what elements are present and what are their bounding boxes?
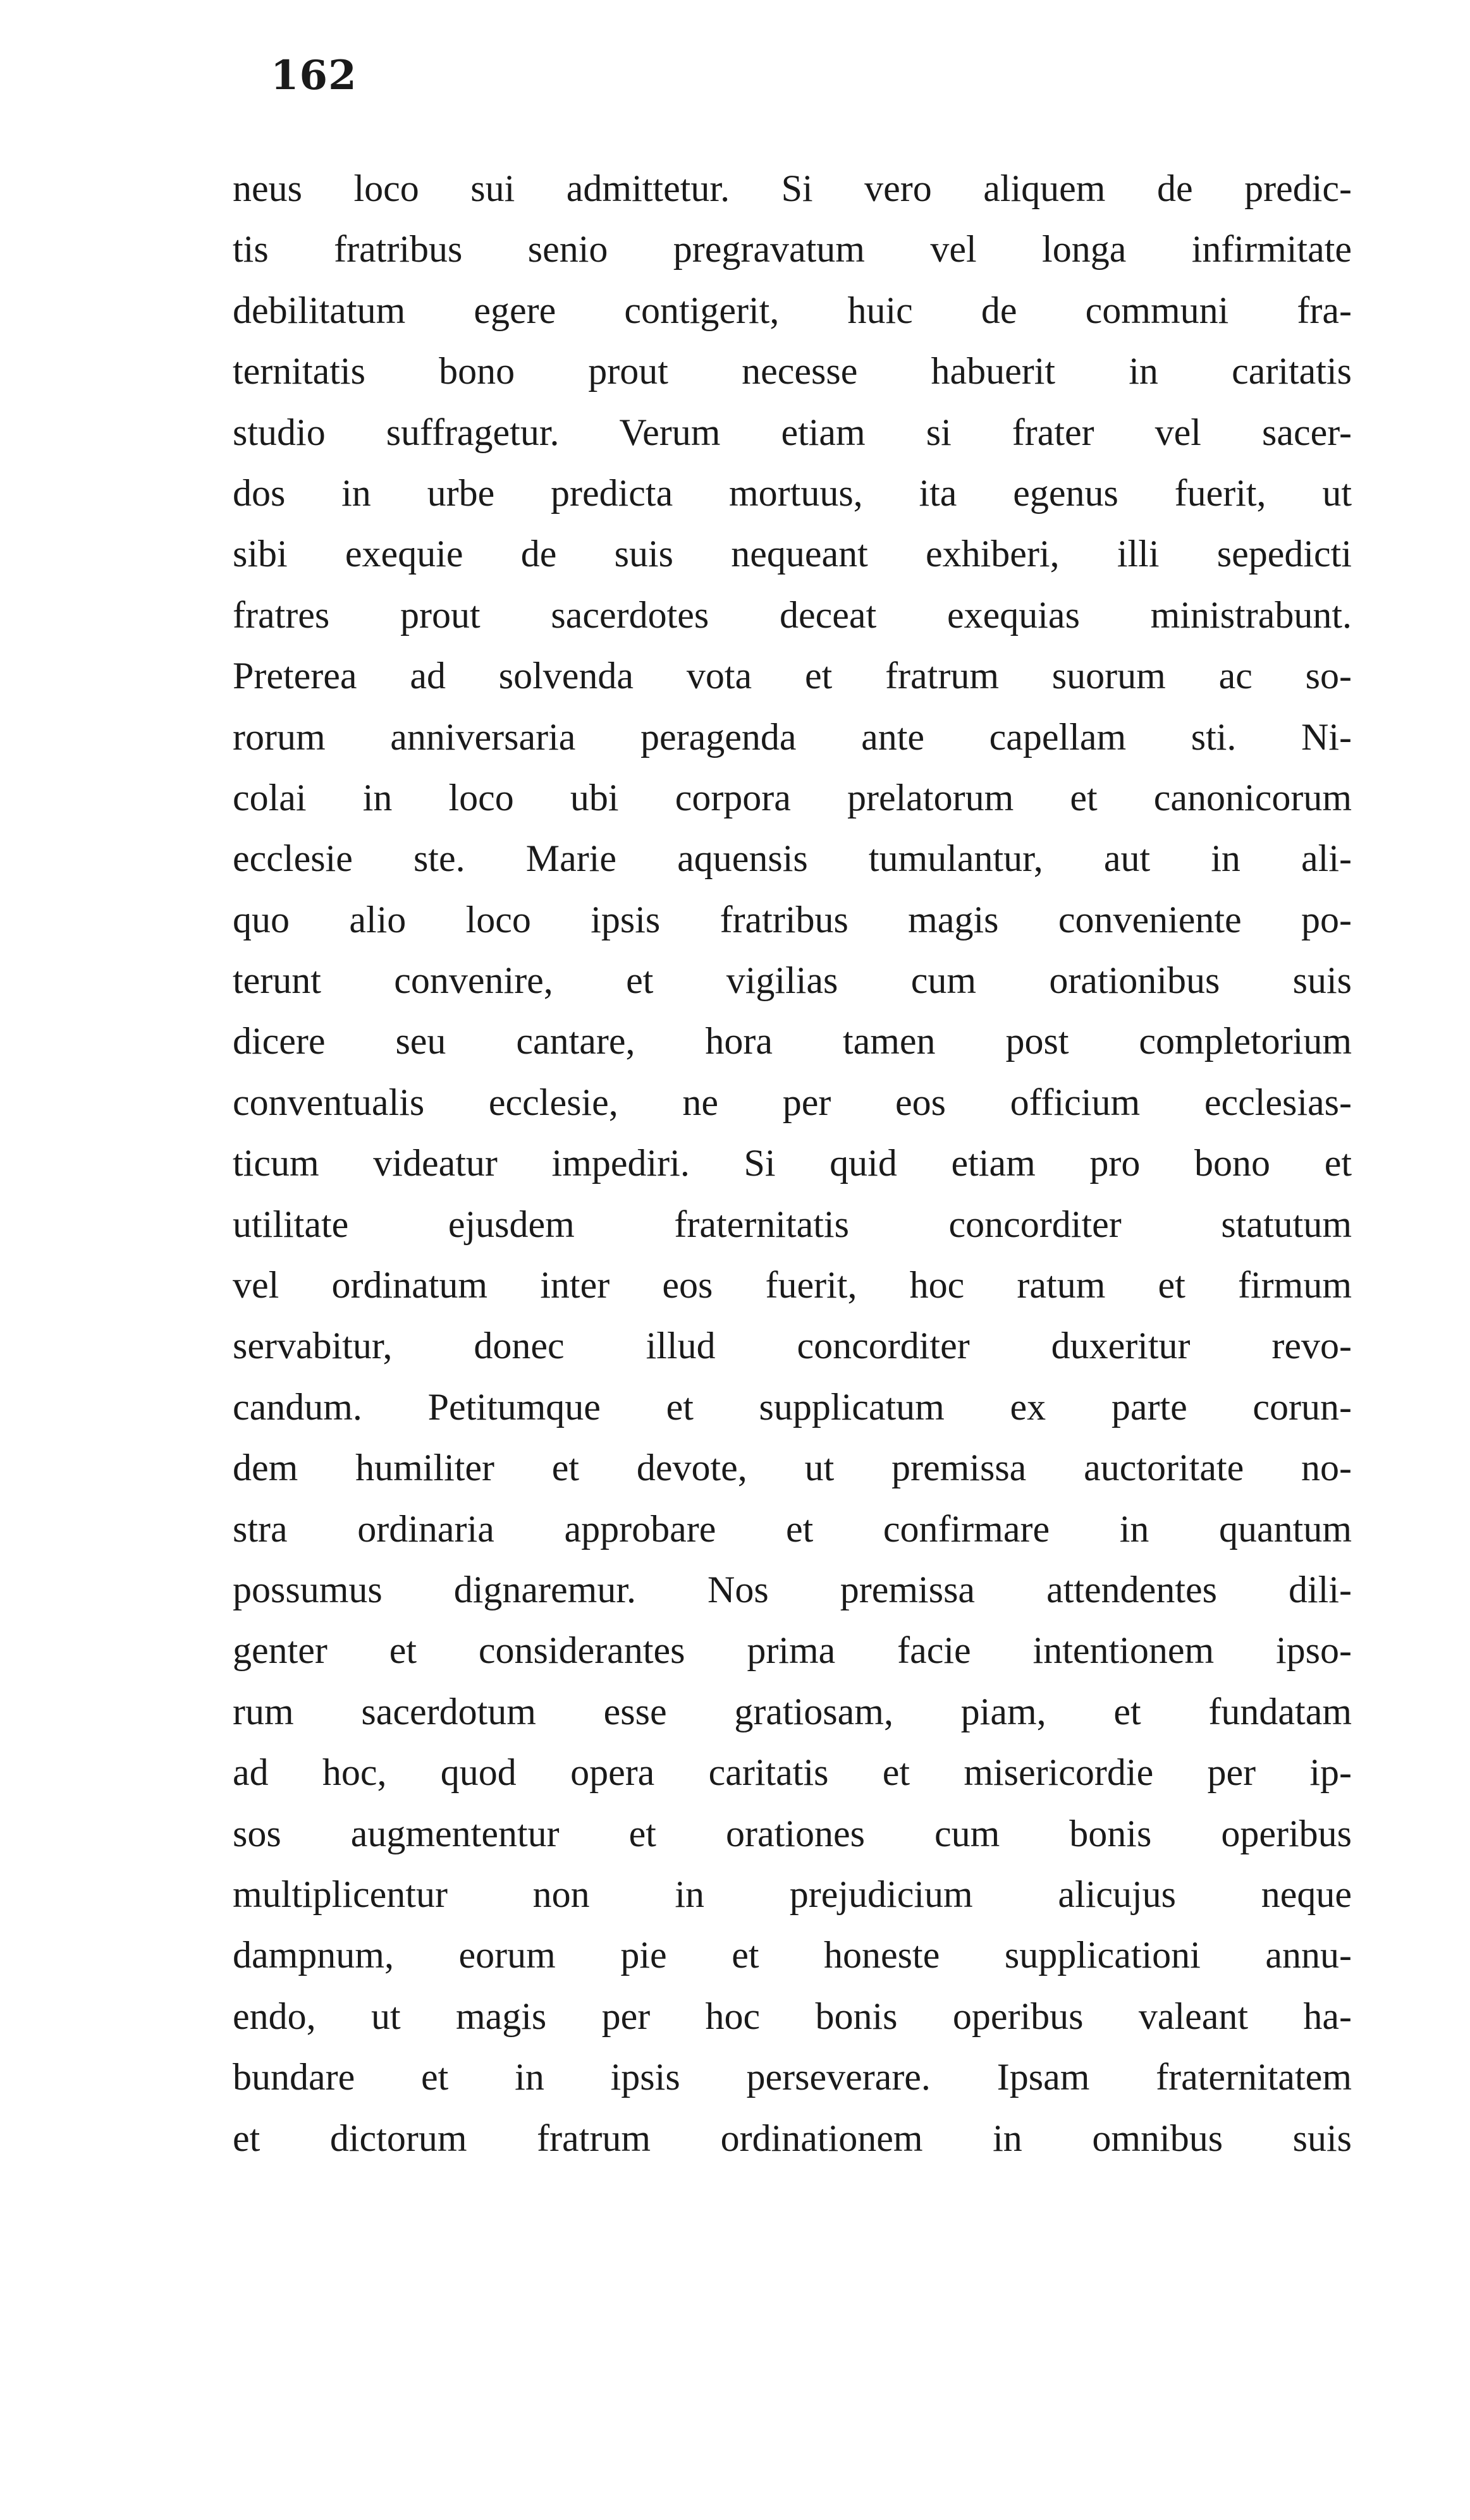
text-line: sibi exequie de suis nequeant exhiberi, illi sepedicti (233, 533, 1352, 575)
text-line: sos augmententur et orationes cum bonis operibus (233, 1812, 1352, 1854)
text-line: colai in loco ubi corpora prelatorum et canonicorum (233, 776, 1352, 819)
text-line: dampnum, eorum pie et honeste supplicationi annu- (233, 1934, 1352, 1976)
text-line: stra ordinaria approbare et confirmare in quantum (233, 1507, 1352, 1550)
text-line: ad hoc, quod opera caritatis et misericordie per ip- (233, 1751, 1352, 1794)
text-line: dos in urbe predicta mortuus, ita egenus fuerit, ut (233, 472, 1352, 514)
text-line: Preterea ad solvenda vota et fratrum suorum ac so- (233, 655, 1352, 697)
text-line: dem humiliter et devote, ut premissa auctoritate no- (233, 1447, 1352, 1489)
text-line: et dictorum fratrum ordinationem in omnibus suis (233, 2117, 1352, 2159)
text-line: rum sacerdotum esse gratiosam, piam, et fundatam (233, 1690, 1352, 1732)
text-line: possumus dignaremur. Nos premissa attendentes dili- (233, 1568, 1352, 1610)
text-line: debilitatum egere contigerit, huic de communi fra- (233, 289, 1352, 331)
text-line: multiplicentur non in prejudicium alicujus neque (233, 1873, 1352, 1915)
text-line: tis fratribus senio pregravatum vel longa infirmitate (233, 228, 1352, 271)
text-line: bundare et in ipsis perseverare. Ipsam fraternitatem (233, 2056, 1352, 2098)
text-line: dicere seu cantare, hora tamen post completorium (233, 1020, 1352, 1062)
text-line: ticum videatur impediri. Si quid etiam pro bono et (233, 1142, 1352, 1184)
text-line: quo alio loco ipsis fratribus magis conveniente po- (233, 898, 1352, 940)
text-line: fratres prout sacerdotes deceat exequias ministrabunt. (233, 593, 1352, 636)
text-line: rorum anniversaria peragenda ante capellam sti. Ni- (233, 715, 1352, 758)
text-line: studio suffragetur. Verum etiam si frater vel sacer- (233, 411, 1352, 453)
body-text (233, 158, 1352, 2169)
text-line: conventualis ecclesie, ne per eos officium ecclesias- (233, 1081, 1352, 1123)
text-line: endo, ut magis per hoc bonis operibus valeant ha- (233, 1995, 1352, 2037)
page-number: 162 (271, 52, 357, 99)
text-line: vel ordinatum inter eos fuerit, hoc ratum et firmum (233, 1264, 1352, 1306)
text-line: genter et considerantes prima facie intentionem ipso- (233, 1629, 1352, 1672)
text-line: terunt convenire, et vigilias cum orationibus suis (233, 959, 1352, 1002)
text-line: servabitur, donec illud concorditer duxeritur revo- (233, 1325, 1352, 1367)
text-line: ecclesie ste. Marie aquensis tumulantur, aut in ali- (233, 837, 1352, 880)
text-line: neus loco sui admittetur. Si vero aliquem de predic- (233, 167, 1352, 209)
text-line: candum. Petitumque et supplicatum ex parte corun- (233, 1385, 1352, 1428)
text-line: utilitate ejusdem fraternitatis concorditer statutum (233, 1203, 1352, 1245)
text-line: ternitatis bono prout necesse habuerit in caritatis (233, 350, 1352, 393)
